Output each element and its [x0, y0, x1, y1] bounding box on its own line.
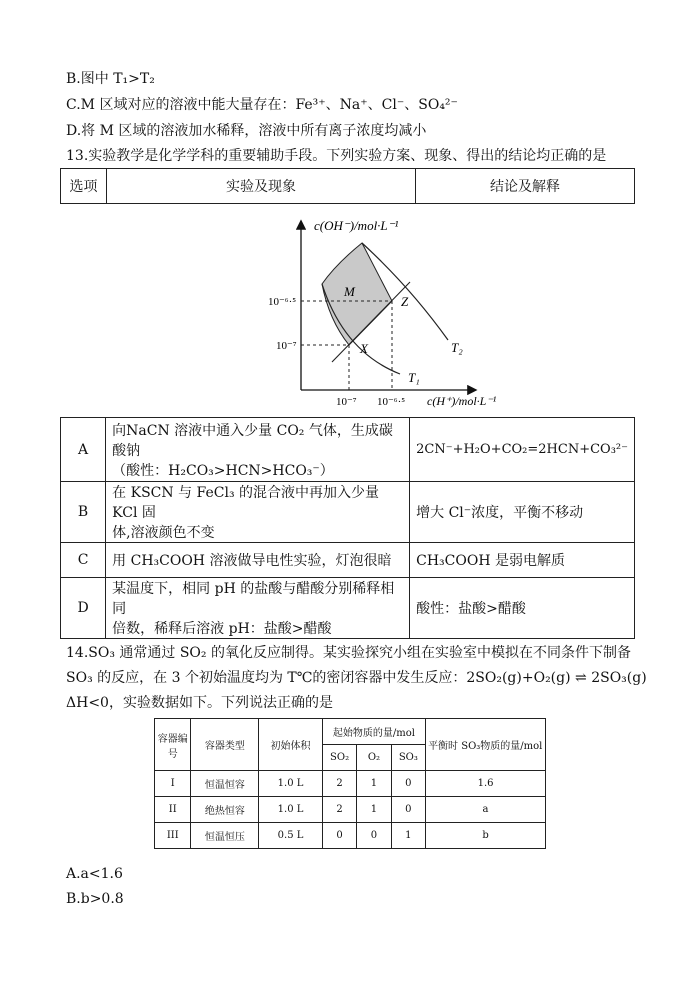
row-c-conclusion: CH₃COOH 是弱电解质 [410, 543, 635, 578]
curve-t1-label: T₁ [408, 370, 420, 385]
cell-so3: 0 [391, 797, 425, 823]
cell-type: 恒温恒压 [191, 823, 259, 849]
cell-o2: 1 [357, 771, 391, 797]
cell-vol: 1.0 L [259, 771, 323, 797]
x-tick-low: 10⁻⁷ [336, 396, 357, 408]
row-a-exp-line1: 向NaCN 溶液中通入少量 CO₂ 气体，生成碳酸钠 [112, 422, 393, 459]
cell-type: 绝热恒容 [191, 797, 259, 823]
q14-option-b: B.b>0.8 [66, 891, 124, 907]
row-b-label: B [61, 482, 106, 543]
cell-o2: 0 [357, 823, 391, 849]
row-d-exp-line1: 某温度下，相同 pH 的盐酸与醋酸分别稀释相同 [112, 581, 395, 617]
point-z-label: Z [401, 294, 409, 309]
option-b-prev: B.图中 T₁>T₂ [66, 71, 155, 87]
row-b-conclusion: 增大 Cl⁻浓度，平衡不移动 [410, 482, 635, 543]
table-row [155, 823, 546, 849]
row-b-exp-line1: 在 KSCN 与 FeCl₃ 的混合液中再加入少量 KCl 固 [112, 485, 380, 521]
header-o2: O₂ [357, 745, 391, 771]
cell-id: III [155, 823, 191, 849]
row-a-experiment [106, 418, 410, 482]
cell-vol: 0.5 L [259, 823, 323, 849]
table-row [61, 578, 635, 639]
q14-stem-line1: 14.SO₃ 通常通过 SO₂ 的氧化反应制得。某实验探究小组在实验室中模拟在不同条件下制备 [66, 645, 631, 661]
header-so3: SO₃ [391, 745, 425, 771]
option-d-prev: D.将 M 区域的溶液加水稀释，溶液中所有离子浓度均减小 [66, 123, 427, 139]
q14-table [154, 718, 546, 849]
point-m-label: M [344, 284, 355, 299]
q13-table-header [60, 168, 635, 204]
point-x-label: X [360, 341, 368, 356]
q13-table-body [60, 417, 635, 639]
cell-so2: 2 [322, 797, 356, 823]
header-type: 容器类型 [191, 719, 259, 771]
header-initial: 起始物质的量/mol [322, 719, 425, 745]
q14-stem-line2: SO₃ 的反应，在 3 个初始温度均为 T℃的密闭容器中发生反应：2SO₂(g)+O₂(g) ⇌ 2SO₃(g) [66, 670, 647, 686]
x-tick-high: 10⁻⁶·⁵ [377, 396, 406, 408]
curve-t2-label: T₂ [451, 340, 463, 355]
header-option: 选项 [61, 169, 107, 204]
header-vessel: 容器编号 [155, 719, 191, 771]
cell-id: I [155, 771, 191, 797]
header-volume: 初始体积 [259, 719, 323, 771]
y-axis-label: c(OH⁻)/mol·L⁻¹ [314, 218, 399, 233]
header-conclusion: 结论及解释 [416, 169, 635, 204]
ph-graph [260, 212, 520, 412]
table-row [155, 797, 546, 823]
y-tick-low: 10⁻⁷ [276, 340, 297, 352]
table-row [155, 771, 546, 797]
y-tick-high: 10⁻⁶·⁵ [268, 296, 297, 308]
row-d-experiment [106, 578, 410, 639]
row-a-label: A [61, 418, 106, 482]
row-c-experiment: 用 CH₃COOH 溶液做导电性实验，灯泡很暗 [106, 543, 410, 578]
header-equilibrium: 平衡时 SO₃物质的量/mol [426, 719, 546, 771]
cell-eq: 1.6 [426, 771, 546, 797]
cell-type: 恒温恒容 [191, 771, 259, 797]
row-d-conclusion: 酸性：盐酸>醋酸 [410, 578, 635, 639]
q13-stem: 13.实验教学是化学学科的重要辅助手段。下列实验方案、现象、得出的结论均正确的是 [66, 148, 607, 164]
row-a-exp-line2: （酸性：H₂CO₃>HCN>HCO₃⁻） [112, 462, 334, 479]
cell-id: II [155, 797, 191, 823]
cell-so2: 2 [322, 771, 356, 797]
row-d-label: D [61, 578, 106, 639]
table-row [61, 482, 635, 543]
cell-so2: 0 [322, 823, 356, 849]
row-c-label: C [61, 543, 106, 578]
cell-so3: 0 [391, 771, 425, 797]
row-b-exp-line2: 体,溶液颜色不变 [112, 525, 215, 541]
option-c-prev: C.M 区域对应的溶液中能大量存在：Fe³⁺、Na⁺、Cl⁻、SO₄²⁻ [66, 97, 458, 113]
row-a-conclusion: 2CN⁻+H₂O+CO₂=2HCN+CO₃²⁻ [410, 418, 635, 482]
row-b-experiment [106, 482, 410, 543]
cell-eq: b [426, 823, 546, 849]
q14-stem-line3: ΔH<0，实验数据如下。下列说法正确的是 [66, 695, 333, 711]
cell-o2: 1 [357, 797, 391, 823]
q14-option-a: A.a<1.6 [66, 866, 123, 882]
x-axis-label: c(H⁺)/mol·L⁻¹ [427, 394, 497, 408]
table-row [61, 543, 635, 578]
cell-eq: a [426, 797, 546, 823]
table-row [61, 418, 635, 482]
cell-so3: 1 [391, 823, 425, 849]
header-so2: SO₂ [322, 745, 356, 771]
m-region [322, 243, 392, 345]
cell-vol: 1.0 L [259, 797, 323, 823]
header-experiment: 实验及现象 [107, 169, 416, 204]
row-d-exp-line2: 倍数，稀释后溶液 pH：盐酸>醋酸 [112, 621, 332, 637]
